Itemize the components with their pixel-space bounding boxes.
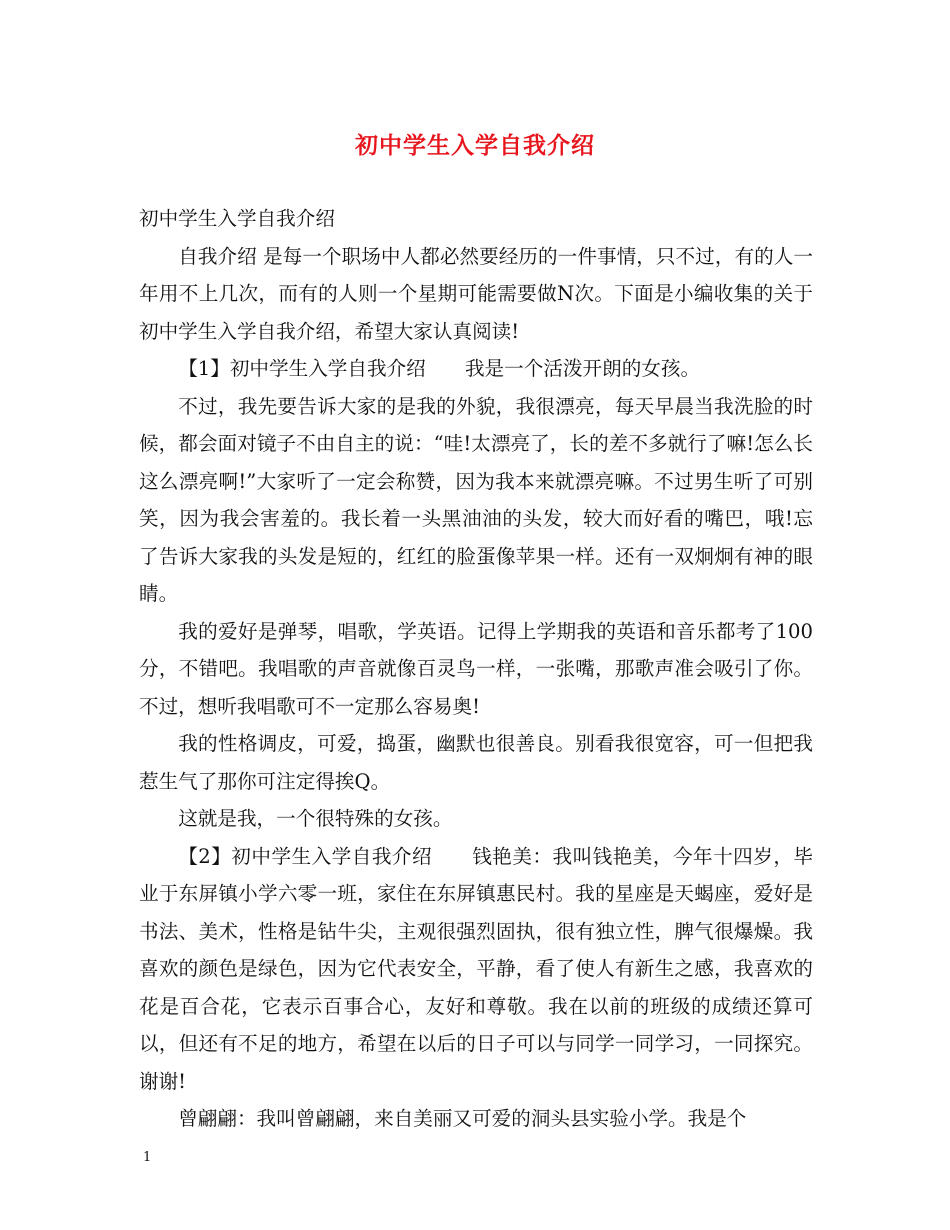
document-title: 初中学生入学自我介绍 [355,132,595,159]
paragraph: 【2】初中学生入学自我介绍 钱艳美：我叫钱艳美，今年十四岁，毕业于东屏镇小学六零一班，家住在东屏镇惠民村。我的星座是天蝎座，爱好是书法、美术，性格是钻牛尖，主观很强烈固执，很有独立性，脾气很爆燥。我喜欢的颜色是绿色，因为它代表安全，平静，看了使人有新生之感，我喜欢的花是百合花，它表示百事合心，友好和尊敬。我在以前的班级的成绩还算可以，但还有不足的地方，希望在以后的日子可以与同学一同学习，一同探究。谢谢! [139,844,813,1093]
section-heading: 初中学生入学自我介绍 [139,207,335,230]
document-body [139,200,813,1138]
paragraph: 我的爱好是弹琴，唱歌，学英语。记得上学期我的英语和音乐都考了100分，不错吧。我唱歌的声音就像百灵鸟一样，一张嘴，那歌声准会吸引了你。不过，想听我唱歌可不一定那么容易奥! [139,619,813,718]
paragraph: 我的性格调皮，可爱，捣蛋，幽默也很善良。别看我很宽容，可一但把我惹生气了那你可注定得挨Q。 [139,732,813,793]
page-number: 1 [143,1150,152,1165]
paragraph: 【1】初中学生入学自我介绍 我是一个活泼开朗的女孩。 [178,357,701,380]
paragraph: 这就是我，一个很特殊的女孩。 [178,807,453,830]
paragraph: 不过，我先要告诉大家的是我的外貌，我很漂亮，每天早晨当我洗脸的时候，都会面对镜子不由自主的说：“哇!太漂亮了，长的差不多就行了嘛!怎么长这么漂亮啊!”大家听了一定会称赞，因为我本来就漂亮嘛。不过男生听了可别笑，因为我会害羞的。我长着一头黑油油的头发，较大而好看的嘴巴，哦!忘了告诉大家我的头发是短的，红红的脸蛋像苹果一样。还有一双炯炯有神的眼睛。 [139,394,813,605]
paragraph: 自我介绍 是每一个职场中人都必然要经历的一件事情，只不过，有的人一年用不上几次，而有的人则一个星期可能需要做N次。下面是小编收集的关于初中学生入学自我介绍，希望大家认真阅读! [139,244,813,343]
paragraph: 曾翩翩：我叫曾翩翩，来自美丽又可爱的洞头县实验小学。我是个 [178,1107,747,1130]
